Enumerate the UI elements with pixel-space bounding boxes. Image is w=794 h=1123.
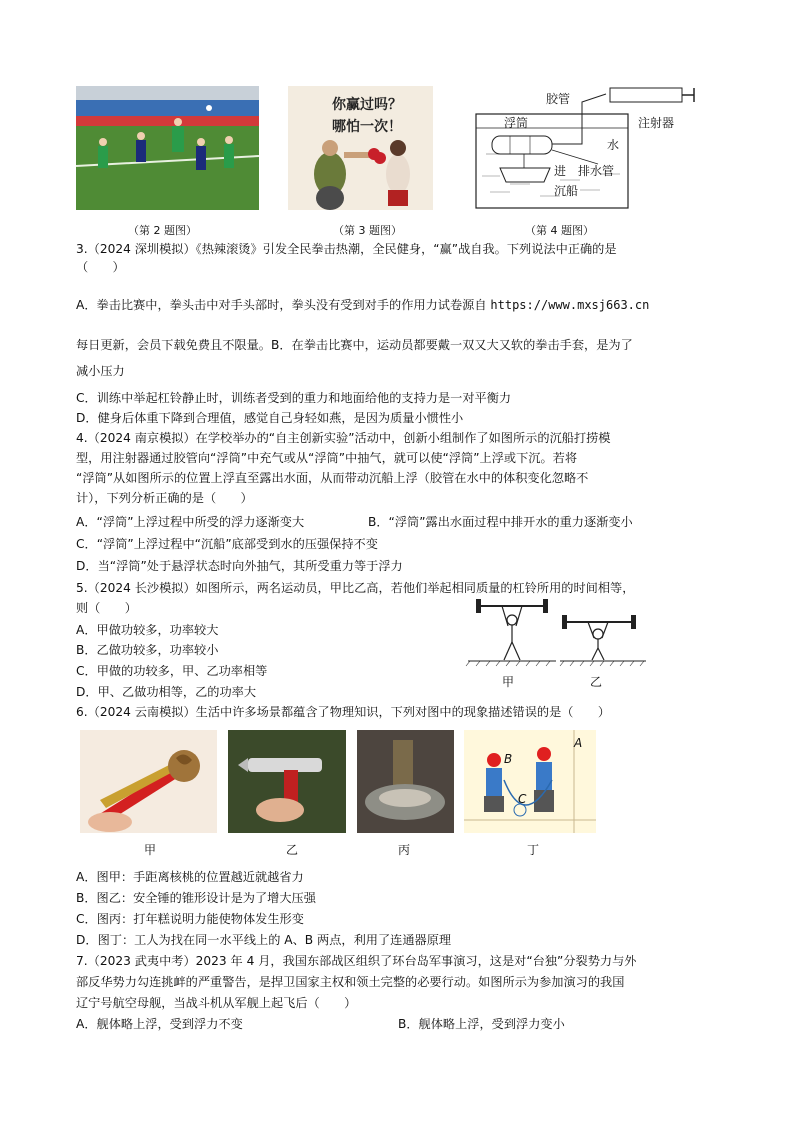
q3-option-c: C．训练中举起杠铃静止时，训练者受到的重力和地面给他的支持力是一对平衡力 (76, 391, 512, 405)
q4-option-b: B．“浮筒”露出水面过程中排开水的重力逐渐变小 (368, 515, 633, 529)
q6-option-a: A．图甲：手距离核桃的位置越近就越省力 (76, 870, 304, 884)
q3-ad-line: 每日更新，会员下载免费且不限量。B．在拳击比赛中，运动员都要戴一双又大又软的拳击手套，是为了 (76, 338, 633, 352)
figure-6-bing-rice-cake (357, 730, 454, 833)
q4-stem-line4: 计），下列分析正确的是（ ） (76, 491, 253, 505)
figure-6-ding-workers-level (464, 730, 596, 833)
caption-figure-2: （第 2 题图） (128, 224, 197, 237)
label-float: 浮筒 (504, 116, 529, 130)
q6-stem-line1: 6.（2024 云南模拟）生活中许多场景都蕴含了物理知识，下列对图中的现象描述错误的是（ ） (76, 705, 611, 719)
caption-figure-3: （第 3 题图） (333, 224, 402, 237)
q6-caption-yi: 乙 (286, 843, 299, 857)
q7-stem-line3: 辽宁号航空母舰，当战斗机从军舰上起飞后（ ） (76, 996, 357, 1010)
q7-option-a: A．舰体略上浮，受到浮力不变 (76, 1017, 243, 1031)
label-drain: 排水管 (578, 164, 615, 178)
poster-text-line2: 哪怕一次！ (332, 119, 402, 135)
q3-stem-line1: 3.（2024 深圳模拟）《热辣滚烫》引发全民拳击热潮，全民健身，“赢”战自我。下列说法中正确的是 (76, 242, 617, 256)
q5-figure-label-jia: 甲 (502, 675, 515, 689)
q6-caption-jia: 甲 (144, 843, 157, 857)
figure-6-jia-nutcracker (80, 730, 217, 833)
q3-ad-line2: 减小压力 (76, 364, 125, 378)
q4-stem-line3: “浮筒”从如图所示的位置上浮直至露出水面，从而带动沉船上浮（胶管在水中的体积变化忽略不 (76, 471, 589, 485)
q7-stem-line2: 部反华势力勾连挑衅的严重警告，是捍卫国家主权和领土完整的必要行动。如图所示为参加演习的我国 (76, 975, 625, 989)
q6-ding-label-a: A (574, 736, 583, 750)
q5-option-c: C．甲做的功较多，甲、乙功率相等 (76, 664, 268, 678)
q4-option-d: D．当“浮筒”处于悬浮状态时向外抽气，其所受重力等于浮力 (76, 559, 403, 573)
label-inlet: 进 (554, 164, 567, 178)
q5-option-b: B．乙做功较多，功率较小 (76, 643, 219, 657)
q4-option-a: A．“浮筒”上浮过程中所受的浮力逐渐变大 (76, 515, 305, 529)
label-tube: 胶管 (546, 92, 571, 106)
q4-stem-line1: 4.（2024 南京模拟）在学校举办的“自主创新实验”活动中，创新小组制作了如图所示的沉船打捞模 (76, 431, 611, 445)
q3-option-a (76, 296, 649, 314)
figure-2-soccer-photo (76, 86, 259, 210)
q7-option-b: B．舰体略上浮，受到浮力变小 (398, 1017, 565, 1031)
label-water: 水 (607, 138, 620, 152)
label-syringe: 注射器 (638, 116, 675, 130)
q5-stem-line2: 则（ ） (76, 601, 137, 615)
q3-option-a-text: A．拳击比赛中，拳头击中对手头部时，拳头没有受到对手的作用力试卷源自 (76, 298, 491, 312)
q3-option-a-url[interactable]: https://www.mxsj663.cn (490, 298, 650, 312)
poster-text-line1: 你赢过吗？ (332, 97, 402, 113)
q5-stem-line1: 5.（2024 长沙模拟）如图所示，两名运动员，甲比乙高，若他们举起相同质量的杠铃所用的时间相等， (76, 581, 635, 595)
q6-option-c: C．图丙：打年糕说明力能使物体发生形变 (76, 912, 304, 926)
q6-ding-label-c: C (518, 792, 527, 806)
q3-option-d: D．健身后体重下降到合理值，感觉自己身轻如燕，是因为质量小惯性小 (76, 411, 464, 425)
q6-caption-bing: 丙 (398, 843, 411, 857)
figure-5-weightlifters (464, 596, 650, 670)
q7-stem-line1: 7.（2023 武夷中考）2023 年 4 月，我国东部战区组织了环台岛军事演习，这是对“台独”分裂势力与外 (76, 954, 637, 968)
q6-option-b: B．图乙：安全锤的锥形设计是为了增大压强 (76, 891, 316, 905)
figure-6-yi-safety-hammer (228, 730, 346, 833)
q3-stem-line2: （ ） (76, 260, 125, 274)
q5-figure-label-yi: 乙 (590, 675, 603, 689)
q6-ding-label-b: B (504, 752, 513, 766)
label-ship: 沉船 (554, 184, 579, 198)
q6-option-d: D．图丁：工人为找在同一水平线上的 A、B 两点，利用了连通器原理 (76, 933, 452, 947)
figure-3-boxing-poster (288, 86, 433, 210)
q5-option-a: A．甲做功较多，功率较大 (76, 623, 219, 637)
q6-caption-ding: 丁 (527, 843, 540, 857)
q4-stem-line2: 型，用注射器通过胶管向“浮筒”中充气或从“浮筒”中抽气，就可以使“浮筒”上浮或下沉。若将 (76, 451, 578, 465)
q5-option-d: D．甲、乙做功相等，乙的功率大 (76, 685, 257, 699)
figure-4-salvage-diagram (470, 84, 698, 212)
caption-figure-4: （第 4 题图） (525, 224, 594, 237)
q4-option-c: C．“浮筒”上浮过程中“沉船”底部受到水的压强保持不变 (76, 537, 378, 551)
